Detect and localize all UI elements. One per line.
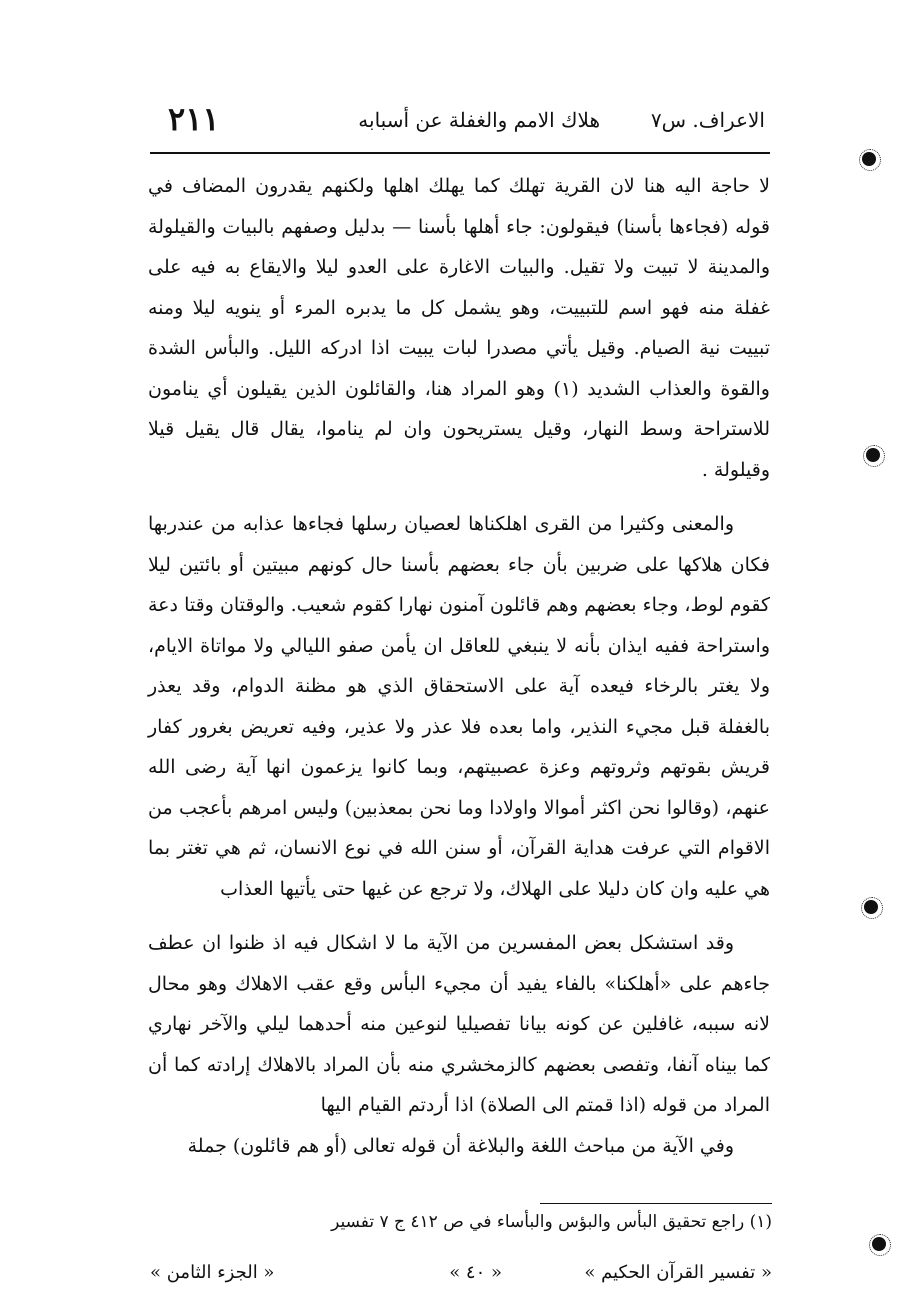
page-header	[150, 100, 765, 150]
paragraph-2: والمعنى وكثيرا من القرى اهلكناها لعصيان رسلها فجاءها عذابه من عندربها فكان هلاكها على ضربين بأن جاء بعضهم بأسنا حال كونهم مبيتين أو بائتين ليلا كقوم لوط، وجاء بعضهم وهم قائلون آمنون نهارا كقوم شعيب. والوقتان وقتا دعة واستراحة ففيه ايذان بأنه لا ينبغي للعاقل ان يأمن صفو الليالي ولا مواتاة الايام، ولا يغتر بالرخاء فيعده آية على الاستحقاق الذي هو مظنة الدوام، وقد يعذر بالغفلة قبل مجيء النذير، واما بعده فلا عذر ولا عذير، وفيه تعريض بغرور كفار قريش بقوتهم وثروتهم وعزة عصبيتهم، وبما كانوا يزعمون انها آية رضى الله عنهم، (وقالوا نحن اكثر أموالا واولادا وما نحن بمعذبين) وليس امرهم بأعجب من الاقوام التي عرفت هداية القرآن، أو سنن الله في نوع الانسان، ثم هي تغتر بما هي عليه وان كان دليلا على الهلاك، ولا ترجع عن غيها حتى يأتيها العذاب	[148, 513, 770, 900]
paragraph-4: وفي الآية من مباحث اللغة والبلاغة أن قوله تعالى (أو هم قائلون) جملة	[187, 1134, 734, 1157]
paragraph-3: وقد استشكل بعض المفسرين من الآية ما لا اشكال فيه اذ ظنوا ان عطف جاءهم على «أهلكنا» بالفاء يفيد أن مجيء البأس وقع عقب الاهلاك وهو محال لانه سببه، غافلين عن كونه بيانا تفصيليا لنوعين منه أحدهما ليلي والآخر نهاري كما بيناه آنفا، وتفصى بعضهم كالزمخشري منه بأن المراد بالاهلاك إرادته كما أن المراد من قوله (اذا قمتم الى الصلاة) اذا أردتم القيام اليها	[148, 932, 770, 1116]
header-surah: الاعراف. س٧	[650, 108, 765, 132]
header-subject: هلاك الامم والغفلة عن أسبابه	[358, 108, 600, 132]
binding-hole-mark	[864, 900, 878, 914]
binding-hole-mark	[866, 448, 880, 462]
binding-hole-mark	[862, 152, 876, 166]
page-footer	[150, 1262, 772, 1294]
footer-part: « الجزء الثامن »	[150, 1262, 275, 1283]
footer-number: « ٤٠ »	[449, 1262, 502, 1283]
page-number: ٢١١	[168, 100, 220, 138]
header-rule	[150, 152, 770, 154]
footer-book-title: « تفسير القرآن الحكيم »	[584, 1262, 772, 1283]
binding-hole-mark	[872, 1237, 886, 1251]
footnote-rule	[540, 1203, 772, 1204]
paragraph-1: لا حاجة اليه هنا لان القرية تهلك كما يهلك اهلها ولكنهم يقدرون المضاف في قوله (فجاءها بأسنا) فيقولون: جاء أهلها بأسنا — بدليل وصفهم بالبيات والقيلولة والمدينة لا تبيت ولا تقيل. والبيات الاغارة على العدو ليلا والايقاع به فيه على غفلة منه فهو اسم للتبييت، وهو يشمل كل ما يدبره المرء أو ينويه ليلا ومنه تبييت نية الصيام. وقيل يأتي مصدرا لبات يبيت اذا ادركه الليل. والبأس الشدة والقوة والعذاب الشديد (١) وهو المراد هنا، والقائلون الذين يقيلون أي ينامون للاستراحة وسط النهار، وقيل يستريحون وان لم يناموا، يقال قال يقيل قيلا وقيلولة .	[148, 175, 770, 481]
body-text	[148, 166, 770, 1166]
footnote: (١) راجع تحقيق البأس والبؤس والبأساء في ص ٤١٢ ج ٧ تفسير	[331, 1212, 772, 1232]
